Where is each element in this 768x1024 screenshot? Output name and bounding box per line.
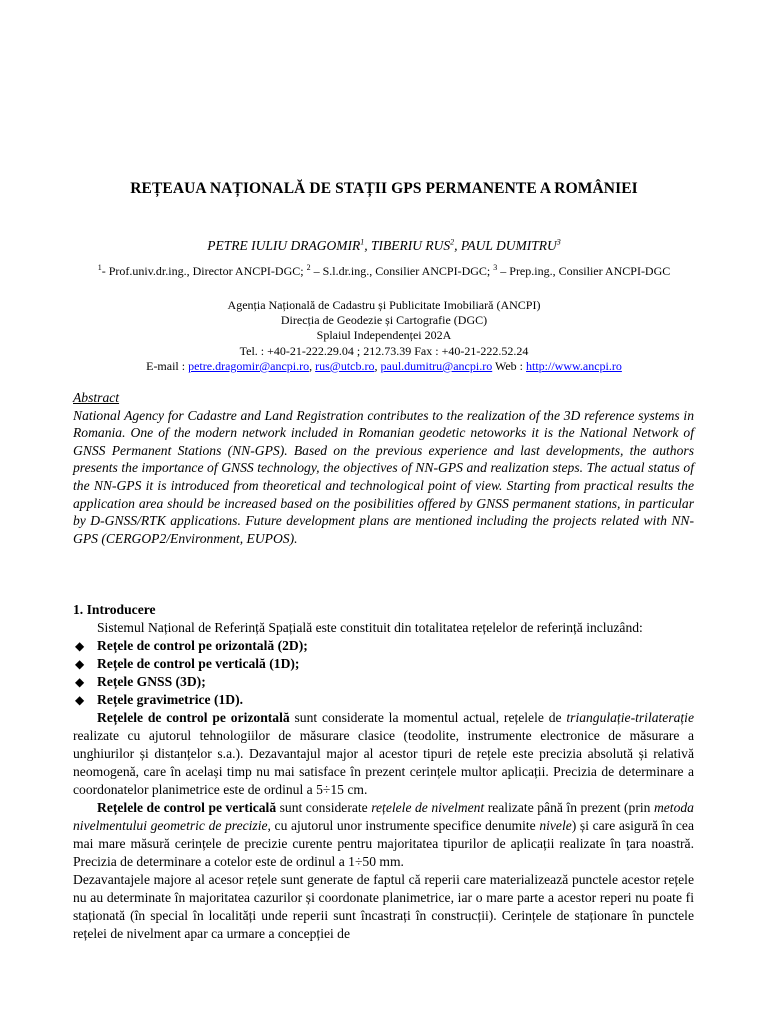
role-2-mark: 2 — [306, 263, 311, 272]
author-3: PAUL DUMITRU — [460, 238, 557, 253]
author-line — [0, 238, 768, 254]
role-3-mark: 3 — [493, 263, 498, 272]
author-2-mark: 2 — [450, 237, 455, 247]
paragraph-horizontal-control — [73, 709, 694, 799]
network-list — [73, 637, 694, 709]
section-introducere — [73, 601, 694, 943]
email-link-dumitru[interactable]: paul.dumitru@ancpi.ro — [380, 358, 493, 373]
diamond-bullet-icon: ◆ — [75, 657, 85, 671]
paragraph-vertical-control — [73, 799, 694, 871]
author-2: TIBERIU RUS — [370, 238, 451, 253]
term-levels: nivele — [539, 818, 572, 833]
author-3-mark: 3 — [556, 237, 561, 247]
text-run: , cu ajutorul unor instrumente specifice denumite — [267, 818, 540, 833]
text-run: sunt considerate — [276, 800, 372, 815]
text-run: realizate cu ajutorul tehnologiilor de măsurare clasice (teodolite, instrumente electronice de măsurare a unghiurilor și distanțelor s.a.). Dezavantajul major al acestor tipuri de rețele este precizia absolută și relativă neomogenă, care în același timp nu mai satisface în prezent cerințele multor aplicații. Precizia de determinare a coordonatelor planimetrice este de ordinul a 5÷15 cm. — [73, 728, 694, 797]
paragraph-disadvantages: Dezavantajele majore al acesor rețele sunt generate de faptul că reperii care materializează punctele acestor rețele nu au determinate în majoritatea cazurilor și coordonate planimetrice, iar o mare parte a acestor reperi nu poate fi staționată (în special în localități unde reperii sunt încastrați în construcții). Cerințele de staționare în punctele rețelei de nivelment apar ca urmare a concepției de — [73, 872, 694, 941]
web-label: Web : — [492, 358, 527, 373]
role-1: - Prof.univ.dr.ing., Director ANCPI-DGC; — [101, 264, 307, 278]
text-run: ) și care asigură în cea mai mare măsură cerințele de precizie curente pentru majoritatea tipurilor de aplicații realizate în țara noastră. Precizia de determinare a cotelor este de ordinul a 1÷50 mm. — [73, 818, 694, 869]
abstract — [73, 389, 694, 547]
diamond-bullet-icon: ◆ — [75, 639, 85, 653]
role-3: – Prep.ing., Consilier ANCPI-DGC — [497, 264, 671, 278]
author-separator: , — [364, 238, 371, 253]
list-item-text: Rețele de control pe verticală (1D); — [97, 656, 300, 671]
list-item — [73, 637, 694, 655]
author-roles — [0, 264, 768, 279]
list-item-text: Rețele GNSS (3D); — [97, 674, 206, 689]
author-1-mark: 1 — [360, 237, 365, 247]
affiliation-line-3: Splaiul Independenței 202A — [316, 328, 452, 343]
email-label: E-mail : — [146, 358, 189, 373]
affiliation-line-2: Direcția de Geodezie și Cartografie (DGC) — [280, 313, 488, 328]
intro-paragraph: Sistemul Național de Referință Spațială este constituit din totalitatea rețelelor de referință incluzând: — [97, 620, 643, 635]
affiliation-phone: Tel. : +40-21-222.29.04 ; 212.73.39 Fax : +40-21-222.52.24 — [239, 343, 529, 358]
term-vertical: Rețelele de control pe verticală — [97, 800, 277, 815]
diamond-bullet-icon: ◆ — [75, 693, 85, 707]
section-heading: 1. Introducere — [73, 602, 156, 617]
web-link[interactable]: http://www.ancpi.ro — [526, 358, 622, 373]
author-separator: , — [454, 238, 461, 253]
term-horizontal: Rețelele de control pe orizontală — [97, 710, 290, 725]
term-leveling-networks: rețelele de nivelment — [371, 800, 485, 815]
affiliation-line-1: Agenția Națională de Cadastru și Publicitate Imobiliară (ANCPI) — [227, 298, 541, 312]
author-1: PETRE IULIU DRAGOMIR — [207, 238, 361, 253]
list-item-text: Rețele de control pe orizontală (2D); — [97, 638, 308, 653]
email-link-dragomir[interactable]: petre.dragomir@ancpi.ro — [188, 358, 310, 373]
abstract-heading: Abstract — [73, 390, 120, 405]
text-run: sunt considerate la momentul actual, rețelele de — [289, 710, 567, 725]
paper-title: REȚEAUA NAȚIONALĂ DE STAȚII GPS PERMANENTE A ROMÂNIEI — [130, 180, 638, 197]
role-1-mark: 1 — [97, 263, 102, 272]
list-item — [73, 655, 694, 673]
term-triangulation: triangulație-trilaterație — [566, 710, 694, 725]
affiliation-contacts: E-mail : petre.dragomir@ancpi.ro, rus@utcb.ro, paul.dumitru@ancpi.ro Web : http://www.ancpi.ro — [146, 358, 622, 373]
role-2: – S.l.dr.ing., Consilier ANCPI-DGC; — [310, 264, 494, 278]
list-item — [73, 673, 694, 691]
term-leveling-method: metoda nivelmentului geometric de precizie — [73, 800, 694, 833]
list-item — [73, 691, 694, 709]
abstract-text: National Agency for Cadastre and Land Registration contributes to the realization of the 3D reference systems in Romania. One of the modern network included in Romanian geodetic netoworks it is the National Network of GNSS Permanent Stations (NN-GPS). Based on the previous experience and last developments, the authors presents the importance of GNSS technology, the objectives of NN-GPS and realization steps. The actual status of the NN-GPS it is introduced from theoretical and technological point of view. Starting from practical results the application area should be increased based on the posibilities offered by GNSS permanent stations, in particular by D-GNSS/RTK applications. Future development plans are mentioned including the projects related with NN-GPS (CERGOP2/Environment, EUPOS). — [73, 407, 694, 546]
affiliation-block — [0, 298, 768, 374]
email-link-rus[interactable]: rus@utcb.ro — [315, 358, 375, 373]
list-item-text: Rețele gravimetrice (1D). — [97, 692, 244, 707]
diamond-bullet-icon: ◆ — [75, 675, 85, 689]
text-run: realizate până în prezent (prin — [484, 800, 654, 815]
